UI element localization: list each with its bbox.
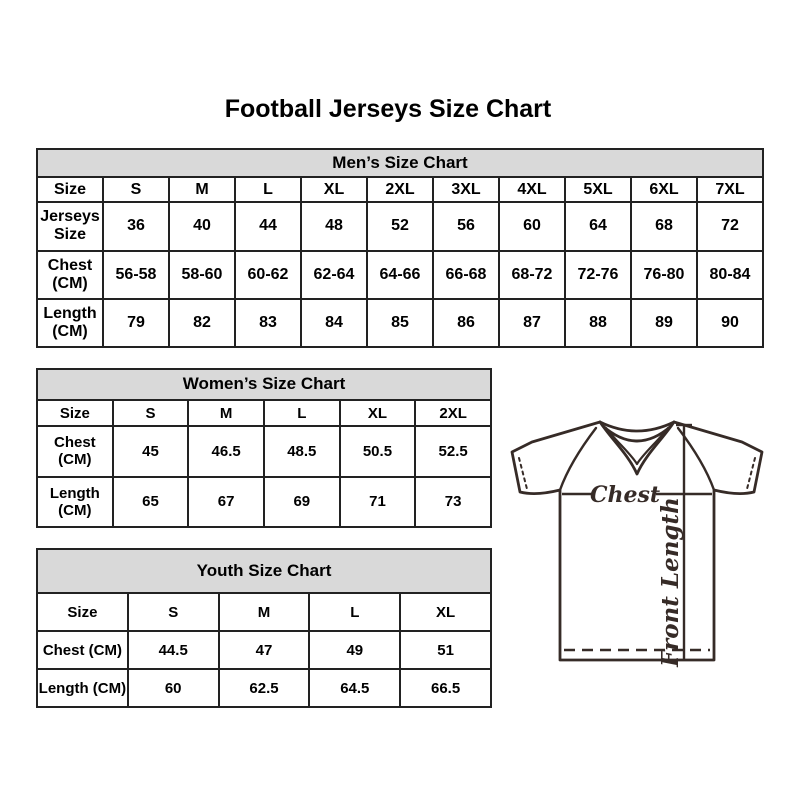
size-cell: XL: [340, 400, 416, 427]
size-cell: S: [128, 593, 219, 631]
youth-size-table: [36, 548, 492, 708]
row-label: Chest (CM): [37, 631, 128, 669]
table-row: [37, 400, 491, 427]
size-cell: 36: [103, 202, 169, 250]
size-cell: 89: [631, 299, 697, 347]
right-cuff-stitch: [747, 458, 755, 489]
left-cuff-stitch: [519, 458, 527, 489]
womens-size-table-grid: [36, 368, 492, 528]
row-label: Jerseys Size: [37, 202, 103, 250]
size-cell: 60: [499, 202, 565, 250]
size-cell: 44: [235, 202, 301, 250]
table-row: [37, 426, 491, 476]
size-cell: 66.5: [400, 669, 491, 707]
page-title: Football Jerseys Size Chart: [224, 95, 552, 123]
table-row: [37, 202, 763, 250]
row-label: Length (CM): [37, 477, 113, 527]
size-cell: 46.5: [188, 426, 264, 476]
mens-size-table-grid: [36, 148, 764, 348]
size-cell: 4XL: [499, 177, 565, 202]
size-cell: 62-64: [301, 251, 367, 299]
size-cell: 5XL: [565, 177, 631, 202]
row-label: Size: [37, 177, 103, 202]
size-cell: 48: [301, 202, 367, 250]
size-cell: 49: [309, 631, 400, 669]
table-row: [37, 593, 491, 631]
size-cell: 80-84: [697, 251, 763, 299]
left-raglan-seam: [560, 428, 596, 490]
size-cell: XL: [301, 177, 367, 202]
size-cell: 40: [169, 202, 235, 250]
size-cell: 67: [188, 477, 264, 527]
size-cell: L: [309, 593, 400, 631]
table-title-row: [37, 149, 763, 177]
size-cell: 72: [697, 202, 763, 250]
size-cell: M: [169, 177, 235, 202]
youth-size-table-grid: [36, 548, 492, 708]
collar-back-arc: [600, 422, 674, 431]
size-cell: 50.5: [340, 426, 416, 476]
table-row: [37, 477, 491, 527]
size-cell: 52.5: [415, 426, 491, 476]
size-cell: 72-76: [565, 251, 631, 299]
size-cell: S: [103, 177, 169, 202]
size-cell: 68: [631, 202, 697, 250]
size-cell: 68-72: [499, 251, 565, 299]
size-cell: 45: [113, 426, 189, 476]
size-cell: 90: [697, 299, 763, 347]
size-cell: 79: [103, 299, 169, 347]
table-row: [37, 177, 763, 202]
size-cell: M: [219, 593, 310, 631]
jersey-outline: [512, 422, 762, 660]
row-label: Chest (CM): [37, 251, 103, 299]
size-cell: XL: [400, 593, 491, 631]
size-cell: 88: [565, 299, 631, 347]
size-cell: L: [264, 400, 340, 427]
mens-table-title: Men’s Size Chart: [37, 149, 763, 177]
size-cell: 69: [264, 477, 340, 527]
table-row: [37, 299, 763, 347]
size-cell: 85: [367, 299, 433, 347]
size-cell: 87: [499, 299, 565, 347]
size-cell: 51: [400, 631, 491, 669]
table-title-row: [37, 549, 491, 593]
size-cell: L: [235, 177, 301, 202]
size-cell: 56: [433, 202, 499, 250]
chest-label: Chest: [589, 482, 661, 508]
size-cell: 86: [433, 299, 499, 347]
size-cell: 47: [219, 631, 310, 669]
mens-size-table: [36, 148, 764, 348]
size-cell: 64-66: [367, 251, 433, 299]
size-cell: 84: [301, 299, 367, 347]
size-cell: 60: [128, 669, 219, 707]
size-cell: 65: [113, 477, 189, 527]
size-cell: 60-62: [235, 251, 301, 299]
size-cell: M: [188, 400, 264, 427]
front-length-label: Front Length: [657, 497, 684, 667]
size-cell: 66-68: [433, 251, 499, 299]
table-title-row: [37, 369, 491, 400]
womens-table-title: Women’s Size Chart: [37, 369, 491, 400]
size-cell: 2XL: [367, 177, 433, 202]
youth-table-title: Youth Size Chart: [37, 549, 491, 593]
table-row: [37, 669, 491, 707]
size-cell: 52: [367, 202, 433, 250]
size-cell: 82: [169, 299, 235, 347]
size-cell: 56-58: [103, 251, 169, 299]
size-cell: 6XL: [631, 177, 697, 202]
size-cell: 64: [565, 202, 631, 250]
womens-size-table: [36, 368, 492, 528]
row-label: Length (CM): [37, 669, 128, 707]
size-cell: 83: [235, 299, 301, 347]
size-cell: 3XL: [433, 177, 499, 202]
size-cell: 58-60: [169, 251, 235, 299]
size-cell: 71: [340, 477, 416, 527]
size-cell: 64.5: [309, 669, 400, 707]
size-cell: 73: [415, 477, 491, 527]
size-cell: 44.5: [128, 631, 219, 669]
row-label: Length (CM): [37, 299, 103, 347]
size-cell: 76-80: [631, 251, 697, 299]
size-cell: 7XL: [697, 177, 763, 202]
jersey-diagram: [506, 412, 768, 670]
size-cell: 48.5: [264, 426, 340, 476]
size-cell: 2XL: [415, 400, 491, 427]
size-cell: 62.5: [219, 669, 310, 707]
row-label: Chest (CM): [37, 426, 113, 476]
row-label: Size: [37, 400, 113, 427]
table-row: [37, 251, 763, 299]
size-cell: S: [113, 400, 189, 427]
row-label: Size: [37, 593, 128, 631]
table-row: [37, 631, 491, 669]
